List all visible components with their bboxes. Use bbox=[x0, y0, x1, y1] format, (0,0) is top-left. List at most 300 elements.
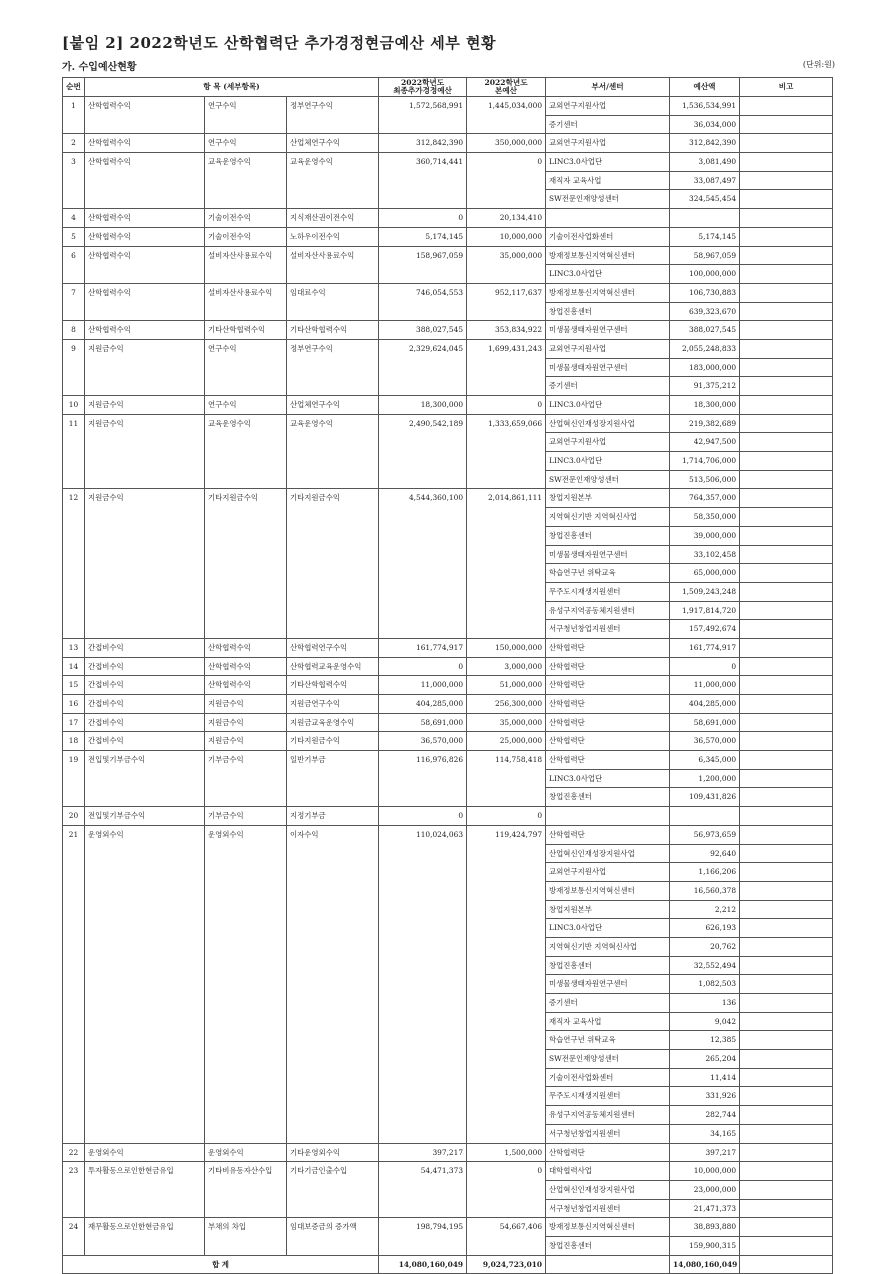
row-category: 지원금수익 bbox=[85, 339, 205, 395]
row-dept: 증기센터 bbox=[546, 115, 670, 134]
row-amount: 16,560,378 bbox=[670, 881, 740, 900]
row-note bbox=[740, 919, 833, 938]
row-base-budget: 35,000,000 bbox=[467, 713, 546, 732]
table-row bbox=[63, 209, 833, 228]
table-row bbox=[63, 246, 833, 265]
row-amount: 2,212 bbox=[670, 900, 740, 919]
row-note bbox=[740, 1031, 833, 1050]
row-dept: 재직자 교육사업 bbox=[546, 171, 670, 190]
table-row bbox=[63, 396, 833, 415]
row-subcategory: 지원금수익 bbox=[205, 695, 287, 714]
row-amount: 36,570,000 bbox=[670, 732, 740, 751]
table-row bbox=[63, 97, 833, 116]
row-amount: 58,350,000 bbox=[670, 508, 740, 527]
row-final-budget: 388,027,545 bbox=[379, 321, 467, 340]
row-subcategory: 기부금수익 bbox=[205, 807, 287, 826]
row-dept: 방재정보통신지역혁신센터 bbox=[546, 283, 670, 302]
row-category: 운영외수익 bbox=[85, 825, 205, 1143]
row-base-budget: 1,333,659,066 bbox=[467, 414, 546, 489]
row-no: 12 bbox=[63, 489, 85, 639]
row-no: 19 bbox=[63, 751, 85, 807]
row-amount: 1,082,503 bbox=[670, 975, 740, 994]
row-detail-item: 이자수익 bbox=[287, 825, 379, 1143]
row-amount bbox=[670, 209, 740, 228]
row-dept: 창업진흥센터 bbox=[546, 1236, 670, 1255]
row-dept: 방재정보통신지역혁신센터 bbox=[546, 246, 670, 265]
row-detail-item: 일반기부금 bbox=[287, 751, 379, 807]
row-no: 24 bbox=[63, 1218, 85, 1255]
row-note bbox=[740, 377, 833, 396]
row-category: 산학협력수익 bbox=[85, 227, 205, 246]
row-amount: 20,762 bbox=[670, 937, 740, 956]
row-subcategory: 지원금수익 bbox=[205, 713, 287, 732]
row-note bbox=[740, 283, 833, 302]
table-row bbox=[63, 695, 833, 714]
row-amount: 1,509,243,248 bbox=[670, 582, 740, 601]
row-note bbox=[740, 1050, 833, 1069]
row-base-budget: 1,500,000 bbox=[467, 1143, 546, 1162]
row-note bbox=[740, 470, 833, 489]
row-category: 간접비수익 bbox=[85, 732, 205, 751]
row-dept: 재직자 교육사업 bbox=[546, 1012, 670, 1031]
table-row bbox=[63, 638, 833, 657]
row-subcategory: 연구수익 bbox=[205, 339, 287, 395]
row-amount: 136 bbox=[670, 994, 740, 1013]
row-amount: 11,000,000 bbox=[670, 676, 740, 695]
row-category: 산학협력수익 bbox=[85, 321, 205, 340]
row-amount: 312,842,390 bbox=[670, 134, 740, 153]
row-note bbox=[740, 1236, 833, 1255]
table-row bbox=[63, 414, 833, 433]
row-final-budget: 54,471,373 bbox=[379, 1162, 467, 1218]
row-amount: 157,492,674 bbox=[670, 620, 740, 639]
row-final-budget: 116,976,826 bbox=[379, 751, 467, 807]
row-dept: 산학협력단 bbox=[546, 1143, 670, 1162]
row-dept: LINC3.0사업단 bbox=[546, 153, 670, 172]
row-dept: 산업혁신인재성장지원사업 bbox=[546, 844, 670, 863]
row-dept: 서구청년창업지원센터 bbox=[546, 620, 670, 639]
row-detail-item: 임대료수익 bbox=[287, 283, 379, 320]
row-category: 산학협력수익 bbox=[85, 209, 205, 228]
row-amount: 36,034,000 bbox=[670, 115, 740, 134]
row-dept: 대학협력사업 bbox=[546, 1162, 670, 1181]
row-amount: 331,926 bbox=[670, 1087, 740, 1106]
row-dept: 산학협력단 bbox=[546, 713, 670, 732]
table-row bbox=[63, 732, 833, 751]
row-dept: 창업지원본부 bbox=[546, 489, 670, 508]
row-detail-item: 기타산학협력수익 bbox=[287, 676, 379, 695]
row-amount: 33,102,458 bbox=[670, 545, 740, 564]
row-note bbox=[740, 937, 833, 956]
total-dept-empty bbox=[546, 1255, 670, 1273]
row-subcategory: 산학협력수익 bbox=[205, 657, 287, 676]
row-dept: SW전문인재양성센터 bbox=[546, 470, 670, 489]
row-amount: 324,545,454 bbox=[670, 190, 740, 209]
row-detail-item: 정부연구수익 bbox=[287, 339, 379, 395]
row-note bbox=[740, 97, 833, 116]
row-subcategory: 기술이전수익 bbox=[205, 209, 287, 228]
table-body bbox=[63, 97, 833, 1256]
row-note bbox=[740, 1218, 833, 1237]
row-category: 지원금수익 bbox=[85, 489, 205, 639]
row-dept: 산학협력단 bbox=[546, 751, 670, 770]
row-note bbox=[740, 1180, 833, 1199]
row-category: 전입및기부금수익 bbox=[85, 751, 205, 807]
row-note bbox=[740, 433, 833, 452]
row-note bbox=[740, 1106, 833, 1125]
row-dept: 교외연구지원사업 bbox=[546, 339, 670, 358]
row-detail-item: 산학협력연구수익 bbox=[287, 638, 379, 657]
row-dept: 미생물생태자원연구센터 bbox=[546, 545, 670, 564]
row-dept: 기술이전사업화센터 bbox=[546, 227, 670, 246]
row-dept: LINC3.0사업단 bbox=[546, 919, 670, 938]
row-dept: 창업진흥센터 bbox=[546, 526, 670, 545]
row-note bbox=[740, 975, 833, 994]
row-amount: 21,471,373 bbox=[670, 1199, 740, 1218]
row-note bbox=[740, 1087, 833, 1106]
row-final-budget: 4,544,360,100 bbox=[379, 489, 467, 639]
row-detail-item: 기타지원금수익 bbox=[287, 732, 379, 751]
row-category: 산학협력수익 bbox=[85, 246, 205, 283]
total-row bbox=[63, 1255, 833, 1273]
row-amount: 183,000,000 bbox=[670, 358, 740, 377]
row-amount: 1,536,534,991 bbox=[670, 97, 740, 116]
row-amount: 34,165 bbox=[670, 1124, 740, 1143]
table-row bbox=[63, 676, 833, 695]
row-amount: 6,345,000 bbox=[670, 751, 740, 770]
row-final-budget: 158,967,059 bbox=[379, 246, 467, 283]
row-note bbox=[740, 863, 833, 882]
row-dept: 산학협력단 bbox=[546, 657, 670, 676]
row-dept: 교외연구지원사업 bbox=[546, 134, 670, 153]
unit-label: (단위:원) bbox=[802, 60, 835, 69]
row-dept: 산학협력단 bbox=[546, 825, 670, 844]
row-base-budget: 150,000,000 bbox=[467, 638, 546, 657]
row-subcategory: 산학협력수익 bbox=[205, 676, 287, 695]
row-subcategory: 산학협력수익 bbox=[205, 638, 287, 657]
table-row bbox=[63, 1162, 833, 1181]
row-detail-item: 교육운영수익 bbox=[287, 414, 379, 489]
row-final-budget: 2,329,624,045 bbox=[379, 339, 467, 395]
row-dept: 교외연구지원사업 bbox=[546, 433, 670, 452]
row-final-budget: 746,054,553 bbox=[379, 283, 467, 320]
row-note bbox=[740, 302, 833, 321]
table-row bbox=[63, 751, 833, 770]
col-header-no: 순번 bbox=[63, 78, 85, 97]
row-note bbox=[740, 881, 833, 900]
row-amount: 159,900,315 bbox=[670, 1236, 740, 1255]
row-base-budget: 1,699,431,243 bbox=[467, 339, 546, 395]
col-header-base-budget bbox=[467, 78, 546, 97]
row-base-budget: 0 bbox=[467, 1162, 546, 1218]
row-note bbox=[740, 339, 833, 358]
row-subcategory: 기타지원금수익 bbox=[205, 489, 287, 639]
row-final-budget: 36,570,000 bbox=[379, 732, 467, 751]
row-detail-item: 지정기부금 bbox=[287, 807, 379, 826]
col-header-base-budget-line1: 2022학년도 bbox=[484, 78, 528, 87]
row-dept: 교외연구지원사업 bbox=[546, 97, 670, 116]
row-final-budget: 404,285,000 bbox=[379, 695, 467, 714]
row-category: 간접비수익 bbox=[85, 638, 205, 657]
row-amount: 0 bbox=[670, 657, 740, 676]
row-dept: 유성구지역공동체지원센터 bbox=[546, 601, 670, 620]
row-category: 지원금수익 bbox=[85, 396, 205, 415]
col-header-note: 비고 bbox=[740, 78, 833, 97]
row-detail-item: 노하우이전수익 bbox=[287, 227, 379, 246]
table-row bbox=[63, 321, 833, 340]
row-final-budget: 0 bbox=[379, 657, 467, 676]
row-no: 17 bbox=[63, 713, 85, 732]
row-no: 21 bbox=[63, 825, 85, 1143]
row-no: 11 bbox=[63, 414, 85, 489]
row-amount: 161,774,917 bbox=[670, 638, 740, 657]
row-dept: 서구청년창업지원센터 bbox=[546, 1124, 670, 1143]
row-no: 2 bbox=[63, 134, 85, 153]
row-note bbox=[740, 545, 833, 564]
row-note bbox=[740, 751, 833, 770]
row-amount: 3,081,490 bbox=[670, 153, 740, 172]
total-amount: 14,080,160,049 bbox=[670, 1255, 740, 1273]
col-header-amount: 예산액 bbox=[670, 78, 740, 97]
row-amount: 18,300,000 bbox=[670, 396, 740, 415]
row-amount: 23,000,000 bbox=[670, 1180, 740, 1199]
row-subcategory: 설비자산사용료수익 bbox=[205, 283, 287, 320]
row-amount: 9,042 bbox=[670, 1012, 740, 1031]
row-note bbox=[740, 788, 833, 807]
table-row bbox=[63, 489, 833, 508]
row-base-budget: 119,424,797 bbox=[467, 825, 546, 1143]
row-note bbox=[740, 246, 833, 265]
row-category: 간접비수익 bbox=[85, 657, 205, 676]
row-base-budget: 256,300,000 bbox=[467, 695, 546, 714]
row-no: 5 bbox=[63, 227, 85, 246]
row-amount: 11,414 bbox=[670, 1068, 740, 1087]
row-amount: 764,357,000 bbox=[670, 489, 740, 508]
row-amount: 106,730,883 bbox=[670, 283, 740, 302]
row-detail-item: 지원금연구수익 bbox=[287, 695, 379, 714]
row-dept: 산업혁신인재성장지원사업 bbox=[546, 1180, 670, 1199]
row-base-budget: 0 bbox=[467, 153, 546, 209]
row-dept: 서구청년창업지원센터 bbox=[546, 1199, 670, 1218]
row-amount: 388,027,545 bbox=[670, 321, 740, 340]
table-row bbox=[63, 1218, 833, 1237]
row-amount: 58,691,000 bbox=[670, 713, 740, 732]
row-note bbox=[740, 994, 833, 1013]
row-no: 18 bbox=[63, 732, 85, 751]
total-note bbox=[740, 1255, 833, 1273]
row-dept: 미생물생태자원연구센터 bbox=[546, 975, 670, 994]
row-dept: 증기센터 bbox=[546, 377, 670, 396]
section-subtitle: 가. 수입예산현황 bbox=[62, 62, 137, 73]
row-note bbox=[740, 601, 833, 620]
row-note bbox=[740, 115, 833, 134]
row-amount: 404,285,000 bbox=[670, 695, 740, 714]
row-amount: 58,967,059 bbox=[670, 246, 740, 265]
row-base-budget: 0 bbox=[467, 396, 546, 415]
row-note bbox=[740, 209, 833, 228]
row-note bbox=[740, 732, 833, 751]
total-base-budget: 9,024,723,010 bbox=[467, 1255, 546, 1273]
row-category: 전입및기부금수익 bbox=[85, 807, 205, 826]
row-no: 1 bbox=[63, 97, 85, 134]
row-dept: 무주도시재생지원센터 bbox=[546, 582, 670, 601]
table-row bbox=[63, 339, 833, 358]
row-no: 9 bbox=[63, 339, 85, 395]
row-dept: LINC3.0사업단 bbox=[546, 396, 670, 415]
row-note bbox=[740, 620, 833, 639]
row-base-budget: 1,445,034,000 bbox=[467, 97, 546, 134]
row-subcategory: 기술이전수익 bbox=[205, 227, 287, 246]
col-header-final-budget-line1: 2022학년도 bbox=[400, 78, 445, 87]
row-note bbox=[740, 564, 833, 583]
row-final-budget: 360,714,441 bbox=[379, 153, 467, 209]
row-detail-item: 임대보증금의 증가액 bbox=[287, 1218, 379, 1255]
row-base-budget: 54,667,406 bbox=[467, 1218, 546, 1255]
row-dept: 지역혁신기반 지역혁신사업 bbox=[546, 508, 670, 527]
row-note bbox=[740, 657, 833, 676]
row-dept: 방재정보통신지역혁신센터 bbox=[546, 881, 670, 900]
row-note bbox=[740, 582, 833, 601]
row-amount: 5,174,145 bbox=[670, 227, 740, 246]
row-amount bbox=[670, 807, 740, 826]
row-category: 산학협력수익 bbox=[85, 153, 205, 209]
row-amount: 92,640 bbox=[670, 844, 740, 863]
row-detail-item: 지식재산권이전수익 bbox=[287, 209, 379, 228]
row-final-budget: 397,217 bbox=[379, 1143, 467, 1162]
row-note bbox=[740, 844, 833, 863]
row-amount: 100,000,000 bbox=[670, 265, 740, 284]
row-amount: 1,200,000 bbox=[670, 769, 740, 788]
row-base-budget: 350,000,000 bbox=[467, 134, 546, 153]
row-note bbox=[740, 825, 833, 844]
row-note bbox=[740, 1162, 833, 1181]
row-final-budget: 0 bbox=[379, 807, 467, 826]
row-amount: 513,506,000 bbox=[670, 470, 740, 489]
row-note bbox=[740, 265, 833, 284]
row-final-budget: 0 bbox=[379, 209, 467, 228]
row-dept: 산업혁신인재성장지원사업 bbox=[546, 414, 670, 433]
table-row bbox=[63, 153, 833, 172]
row-amount: 56,973,659 bbox=[670, 825, 740, 844]
row-no: 7 bbox=[63, 283, 85, 320]
row-final-budget: 5,174,145 bbox=[379, 227, 467, 246]
row-dept: 증기센터 bbox=[546, 994, 670, 1013]
row-detail-item: 산학협력교육운영수익 bbox=[287, 657, 379, 676]
row-note bbox=[740, 414, 833, 433]
row-subcategory: 기타산학협력수익 bbox=[205, 321, 287, 340]
row-note bbox=[740, 396, 833, 415]
row-amount: 1,917,814,720 bbox=[670, 601, 740, 620]
row-amount: 1,714,706,000 bbox=[670, 452, 740, 471]
row-detail-item: 기타운영외수익 bbox=[287, 1143, 379, 1162]
row-category: 산학협력수익 bbox=[85, 283, 205, 320]
row-note bbox=[740, 695, 833, 714]
row-subcategory: 운영외수익 bbox=[205, 825, 287, 1143]
row-dept: 산학협력단 bbox=[546, 732, 670, 751]
row-note bbox=[740, 1068, 833, 1087]
row-note bbox=[740, 489, 833, 508]
row-dept: 지역혁신기반 지역혁신사업 bbox=[546, 937, 670, 956]
row-note bbox=[740, 900, 833, 919]
row-detail-item: 설비자산사용료수익 bbox=[287, 246, 379, 283]
row-category: 재무활동으로인한현금유입 bbox=[85, 1218, 205, 1255]
row-dept: LINC3.0사업단 bbox=[546, 769, 670, 788]
row-no: 13 bbox=[63, 638, 85, 657]
table-row bbox=[63, 1143, 833, 1162]
row-note bbox=[740, 153, 833, 172]
row-base-budget: 10,000,000 bbox=[467, 227, 546, 246]
row-dept: 창업진흥센터 bbox=[546, 788, 670, 807]
row-note bbox=[740, 713, 833, 732]
row-amount: 38,893,880 bbox=[670, 1218, 740, 1237]
row-amount: 639,323,670 bbox=[670, 302, 740, 321]
table-row bbox=[63, 283, 833, 302]
row-dept: SW전문인재양성센터 bbox=[546, 1050, 670, 1069]
row-category: 운영외수익 bbox=[85, 1143, 205, 1162]
document-title: [붙임 2] 2022학년도 산학협력단 추가경정현금예산 세부 현황 bbox=[62, 34, 496, 52]
row-no: 23 bbox=[63, 1162, 85, 1218]
row-note bbox=[740, 1124, 833, 1143]
row-subcategory: 운영외수익 bbox=[205, 1143, 287, 1162]
row-dept: 창업진흥센터 bbox=[546, 302, 670, 321]
row-dept: 학습연구년 위탁교육 bbox=[546, 1031, 670, 1050]
row-detail-item: 정부연구수익 bbox=[287, 97, 379, 134]
row-note bbox=[740, 134, 833, 153]
row-note bbox=[740, 321, 833, 340]
row-dept: 기술이전사업화센터 bbox=[546, 1068, 670, 1087]
row-amount: 91,375,212 bbox=[670, 377, 740, 396]
row-detail-item: 기타산학협력수익 bbox=[287, 321, 379, 340]
row-amount: 265,204 bbox=[670, 1050, 740, 1069]
row-note bbox=[740, 1199, 833, 1218]
row-no: 14 bbox=[63, 657, 85, 676]
row-no: 6 bbox=[63, 246, 85, 283]
row-note bbox=[740, 1012, 833, 1031]
row-final-budget: 18,300,000 bbox=[379, 396, 467, 415]
table-row bbox=[63, 227, 833, 246]
row-amount: 42,947,500 bbox=[670, 433, 740, 452]
row-final-budget: 1,572,568,991 bbox=[379, 97, 467, 134]
row-subcategory: 연구수익 bbox=[205, 396, 287, 415]
col-header-item: 항 목 (세부항목) bbox=[85, 78, 379, 97]
row-note bbox=[740, 227, 833, 246]
row-base-budget: 3,000,000 bbox=[467, 657, 546, 676]
row-dept: LINC3.0사업단 bbox=[546, 265, 670, 284]
row-final-budget: 58,691,000 bbox=[379, 713, 467, 732]
row-amount: 109,431,826 bbox=[670, 788, 740, 807]
row-detail-item: 교육운영수익 bbox=[287, 153, 379, 209]
table-row bbox=[63, 713, 833, 732]
table-header-row bbox=[63, 78, 833, 97]
row-dept: 산학협력단 bbox=[546, 695, 670, 714]
row-category: 간접비수익 bbox=[85, 676, 205, 695]
row-base-budget: 114,758,418 bbox=[467, 751, 546, 807]
row-dept: 창업진흥센터 bbox=[546, 956, 670, 975]
table-row bbox=[63, 825, 833, 844]
row-detail-item: 지원금교육운영수익 bbox=[287, 713, 379, 732]
table-row bbox=[63, 134, 833, 153]
row-dept: SW전문인재양성센터 bbox=[546, 190, 670, 209]
row-note bbox=[740, 638, 833, 657]
row-note bbox=[740, 508, 833, 527]
row-dept: 산학협력단 bbox=[546, 676, 670, 695]
row-subcategory: 설비자산사용료수익 bbox=[205, 246, 287, 283]
row-subcategory: 연구수익 bbox=[205, 134, 287, 153]
row-category: 투자활동으로인한현금유입 bbox=[85, 1162, 205, 1218]
row-dept: 미생물생태자원연구센터 bbox=[546, 321, 670, 340]
row-subcategory: 연구수익 bbox=[205, 97, 287, 134]
row-dept bbox=[546, 807, 670, 826]
